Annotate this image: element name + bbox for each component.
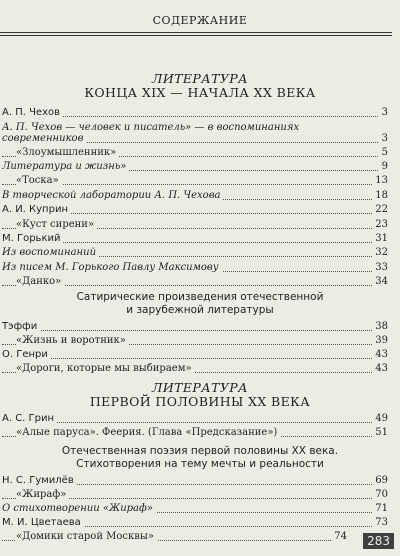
toc-entry[interactable]: современников 3 xyxy=(2,133,388,144)
toc-entry[interactable]: «Куст сирени» 23 xyxy=(2,219,388,231)
toc-entry[interactable]: Из воспоминаний 32 xyxy=(2,247,388,258)
page-number: 283 xyxy=(363,533,394,549)
header-rule xyxy=(0,32,392,36)
section-title-late-19th xyxy=(0,72,400,100)
toc-entry[interactable]: М. И. Цветаева 73 xyxy=(2,517,388,528)
section-title-line2: КОНЦА XIX — НАЧАЛА XX ВЕКА xyxy=(84,85,316,100)
toc-entry[interactable]: Из писем М. Горького Павлу Максимову 33 xyxy=(2,262,388,273)
toc-entry[interactable]: А. П. Чехов 3 xyxy=(2,107,388,118)
section-title-first-half-20th xyxy=(0,381,400,409)
subsection-title-satire: Сатирические произведения отечественной и зарубежной литературы xyxy=(76,291,324,316)
toc-entry[interactable]: О стихотворении «Жираф» 71 xyxy=(2,503,388,514)
toc-entry[interactable]: О. Генри 43 xyxy=(2,349,388,360)
toc-entry[interactable]: «Данко» 34 xyxy=(2,276,388,288)
toc-entry[interactable]: М. Горький 31 xyxy=(2,233,388,244)
toc-entry[interactable]: «Злоумышленник» 5 xyxy=(2,147,388,159)
toc-entry[interactable]: Н. С. Гумилёв 69 xyxy=(2,475,388,486)
subsection-title-poetry: Отечественная поэзия первой половины XX века. Стихотворения на тему мечты и реальности xyxy=(61,445,339,470)
toc-entry[interactable]: «Жираф» 70 xyxy=(2,489,388,501)
toc-entry[interactable]: Тэффи 38 xyxy=(2,321,388,332)
section-title-line1: ЛИТЕРАТУРА xyxy=(152,380,248,395)
toc-entry[interactable]: «Алые паруса». Феерия. (Глава «Предсказание») 51 xyxy=(2,427,388,439)
toc-entry[interactable]: Литература и жизнь» 9 xyxy=(2,161,388,172)
toc-entry[interactable]: А. И. Куприн 22 xyxy=(2,204,388,215)
toc-entry[interactable]: В творческой лаборатории А. П. Чехова 18 xyxy=(2,190,388,201)
toc-entry[interactable]: «Дороги, которые мы выбираем» 43 xyxy=(2,363,388,375)
toc-entry[interactable]: «Жизнь и воротник» 39 xyxy=(2,335,388,347)
toc-entry[interactable]: А. С. Грин 49 xyxy=(2,413,388,424)
toc-entry[interactable]: «Домики старой Москвы» 74 xyxy=(2,531,347,543)
section-title-line2: ПЕРВОЙ ПОЛОВИНЫ XX ВЕКА xyxy=(89,394,311,409)
page-header-title: СОДЕРЖАНИЕ xyxy=(152,14,248,27)
section-title-line1: ЛИТЕРАТУРА xyxy=(152,71,248,86)
toc-entry[interactable]: «Тоска» 13 xyxy=(2,175,388,187)
toc-entry[interactable]: А. П. Чехов — человек и писатель» — в воспоминаниях xyxy=(2,122,388,134)
